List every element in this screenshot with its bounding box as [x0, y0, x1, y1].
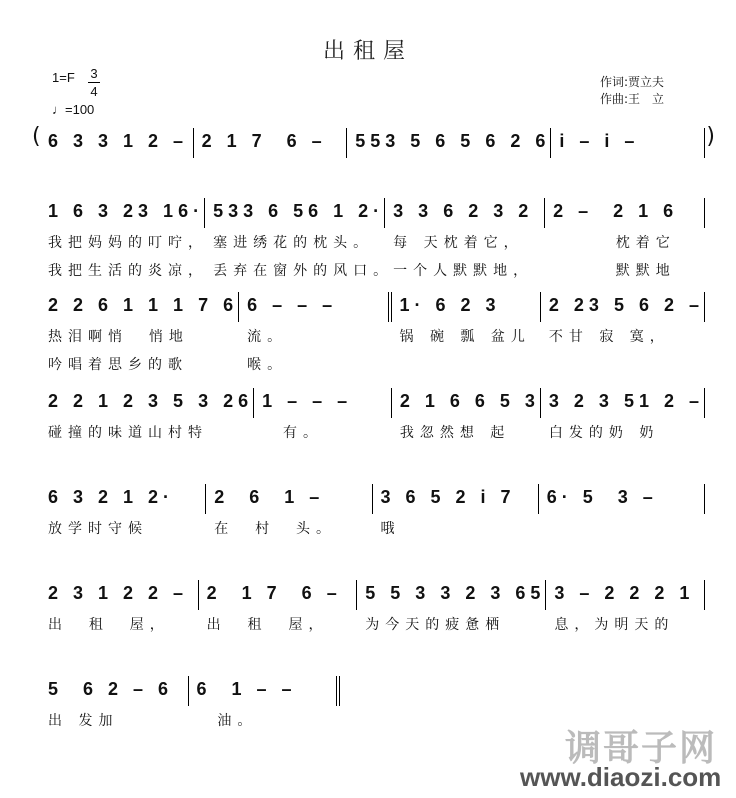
measure	[392, 388, 541, 441]
measure-notes: i – i –	[559, 131, 640, 151]
measure	[357, 580, 546, 633]
lyric-l1: 流。	[247, 329, 288, 345]
lyric-l2: 吟唱着思乡的歌	[48, 357, 188, 373]
lyric-l1: 油。	[196, 713, 258, 729]
watermark-url: www.diaozi.com	[520, 762, 722, 792]
measure	[40, 484, 206, 537]
staff-system	[40, 484, 705, 537]
lyric-l1: 碰撞的味道山村特	[48, 425, 208, 441]
measure	[392, 292, 541, 345]
credits	[600, 74, 664, 108]
measure-notes: 2 23 5 6 2 –	[548, 295, 704, 315]
lyric-l1: 为今天的疲惫栖	[365, 617, 506, 633]
staff-system	[40, 292, 705, 373]
time-signature	[88, 66, 100, 99]
staff-system	[40, 198, 705, 279]
measure	[385, 198, 545, 279]
lyric-l1: 每 天枕着它，	[393, 235, 524, 251]
measure-notes: 2 – 2 1 6	[553, 201, 679, 221]
staff-system	[40, 388, 705, 441]
measure-notes: 6· 5 3 –	[546, 487, 658, 507]
close-paren: )	[706, 124, 715, 149]
lyric-l1: 锅 碗 瓢 盆儿	[399, 329, 531, 345]
measure-notes: 2 2 6 1 1 1 7 6	[48, 295, 239, 315]
measure-notes: 533 6 56 1 2·	[213, 201, 385, 221]
lyricist: 作词:贾立夫	[600, 75, 665, 89]
key-signature: 1=F	[52, 70, 75, 85]
measure	[254, 388, 392, 441]
measure	[199, 580, 358, 633]
measure	[373, 484, 539, 537]
lyric-l2: 我把生活的炎凉，	[48, 263, 208, 279]
staff-system	[40, 580, 705, 633]
measure	[239, 292, 391, 373]
measure	[541, 388, 705, 441]
tempo-mark: ♩=100	[52, 102, 95, 117]
lyric-l1: 放学时守候	[48, 521, 148, 537]
measure-notes: 6 3 2 1 2·	[48, 487, 175, 507]
lyric-l2: 丢弃在窗外的风口。	[213, 263, 394, 279]
time-sig-top: 3	[90, 66, 98, 81]
composer: 作曲:王 立	[600, 92, 665, 106]
measure-notes: 1 – – –	[262, 391, 353, 411]
lyric-l2: 喉。	[247, 357, 288, 373]
lyric-l1: 出 租 屋，	[48, 617, 170, 633]
staff-system	[40, 676, 340, 729]
measure-notes: 553 5 6 5 6 2 6	[355, 131, 551, 151]
measure	[40, 128, 194, 158]
measure-notes: 3 3 6 2 3 2	[393, 201, 534, 221]
lyric-l1: 塞进绣花的枕头。	[213, 235, 374, 251]
measure-notes: 2 2 1 2 3 5 3 26	[48, 391, 254, 411]
measure	[546, 580, 705, 633]
measure	[206, 484, 372, 537]
time-sig-line	[88, 82, 100, 83]
watermark-logo: 调哥子网	[565, 728, 718, 769]
measure	[40, 198, 208, 279]
staff-system	[32, 124, 715, 158]
measure-notes: 5 5 3 3 2 3 65	[365, 583, 546, 603]
measure	[189, 676, 341, 729]
measure	[205, 198, 394, 279]
lyric-l1: 在 村 头。	[214, 521, 337, 537]
measure	[541, 292, 705, 345]
lyric-l2: 一个人默默地，	[393, 263, 534, 279]
measure	[40, 388, 254, 441]
measure-notes: 1 6 3 23 16·	[48, 201, 205, 221]
lyric-l1: 我把妈妈的叮咛，	[48, 235, 208, 251]
open-paren: (	[32, 124, 41, 149]
time-sig-bottom: 4	[90, 84, 98, 99]
lyric-l1: 息，为明天的	[554, 617, 675, 633]
measure-notes: 2 1 6 6 5 3	[399, 391, 540, 411]
lyric-l2: 默默地	[553, 263, 676, 279]
measure-notes: 2 6 1 –	[214, 487, 325, 507]
measure	[347, 128, 551, 158]
measure-notes: 6 3 3 1 2 –	[48, 131, 189, 151]
lyric-l1: 枕着它	[553, 235, 676, 251]
measure-notes: 6 – – –	[247, 295, 338, 315]
lyric-l1: 有。	[262, 425, 324, 441]
measure-notes: 2 3 1 2 2 –	[48, 583, 189, 603]
measure-notes: 2 1 7 6 –	[206, 583, 342, 603]
measure	[539, 484, 705, 514]
measure	[545, 198, 705, 279]
lyric-l1: 我忽然想 起	[399, 425, 511, 441]
song-title: 出租屋	[322, 39, 413, 64]
lyric-l1: 出 租 屋，	[206, 617, 329, 633]
measure	[40, 292, 239, 373]
lyric-l1: 不甘 寂 寞，	[548, 329, 670, 345]
measure-notes: 2 1 7 6 –	[201, 131, 327, 151]
measure	[40, 676, 189, 729]
measure-notes: 3 6 5 2 i 7	[380, 487, 516, 507]
measure-notes: 3 2 3 51 2 –	[548, 391, 704, 411]
measure	[194, 128, 348, 158]
measure-notes: 5 6 2 – 6	[48, 679, 174, 699]
measure	[40, 580, 199, 633]
lyric-l1: 热泪啊悄 悄地	[48, 329, 189, 345]
measure	[551, 128, 705, 158]
lyric-l1: 出 发加	[48, 713, 119, 729]
lyric-l1: 白发的奶 奶	[548, 425, 660, 441]
measure-notes: 1· 6 2 3	[399, 295, 501, 315]
lyric-l1: 哦	[380, 521, 401, 537]
measure-notes: 6 1 – –	[196, 679, 297, 699]
measure-notes: 3 – 2 2 2 1	[554, 583, 695, 603]
